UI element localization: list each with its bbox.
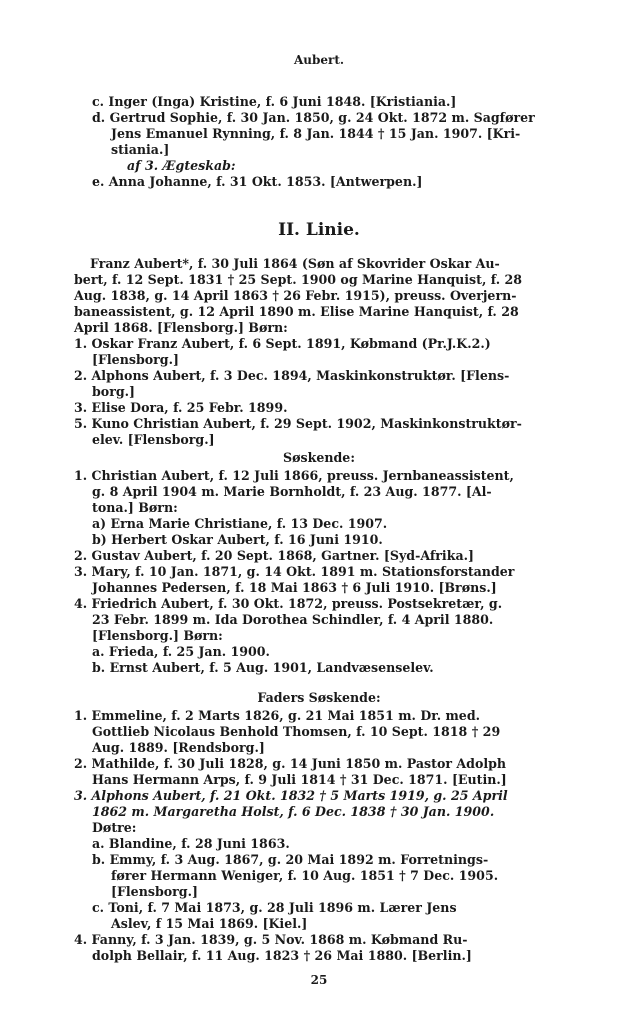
entry-line: Johannes Pedersen, f. 18 Mai 1863 † 6 Juli 1910. [Brøns.]	[92, 580, 497, 595]
section-heading: II. Linie.	[278, 220, 360, 240]
entry-line: g. 8 April 1904 m. Marie Bornholdt, f. 23 Aug. 1877. [Al-	[92, 484, 492, 499]
entry-line: Aug. 1838, g. 14 April 1863 † 26 Febr. 1915), preuss. Overjern-	[74, 288, 517, 303]
entry-line: c. Toni, f. 7 Mai 1873, g. 28 Juli 1896 m. Lærer Jens	[92, 900, 457, 915]
entry-line: 2. Gustav Aubert, f. 20 Sept. 1868, Gartner. [Syd-Afrika.]	[74, 548, 474, 563]
entry-line: a) Erna Marie Christiane, f. 13 Dec. 1907.	[92, 516, 388, 531]
entry-line: [Flensborg.]	[92, 352, 179, 367]
entry-line: baneassistent, g. 12 April 1890 m. Elise Marine Hanquist, f. 28	[74, 304, 519, 319]
entry-line: Døtre:	[92, 820, 137, 835]
siblings-heading: Søskende:	[283, 450, 355, 465]
entry-line: Aug. 1889. [Rendsborg.]	[92, 740, 265, 755]
entry-line: [Flensborg.] Børn:	[92, 628, 223, 643]
entry-line: elev. [Flensborg.]	[92, 432, 215, 447]
entry-line: b. Emmy, f. 3 Aug. 1867, g. 20 Mai 1892 m. Forretnings-	[92, 852, 489, 867]
entry-line: April 1868. [Flensborg.] Børn:	[74, 320, 288, 335]
entry-line: 23 Febr. 1899 m. Ida Dorothea Schindler, f. 4 April 1880.	[92, 612, 494, 627]
entry-line: 3. Elise Dora, f. 25 Febr. 1899.	[74, 400, 288, 415]
entry-line: fører Hermann Weniger, f. 10 Aug. 1851 † 7 Dec. 1905.	[111, 868, 499, 883]
entry-line: 4. Fanny, f. 3 Jan. 1839, g. 5 Nov. 1868 m. Købmand Ru-	[74, 932, 468, 947]
entry-line: 4. Friedrich Aubert, f. 30 Okt. 1872, preuss. Postsekretær, g.	[74, 596, 503, 611]
entry-line: Franz Aubert*, f. 30 Juli 1864 (Søn af Skovrider Oskar Au-	[90, 256, 500, 271]
entry-line: 2. Mathilde, f. 30 Juli 1828, g. 14 Juni 1850 m. Pastor Adolph	[74, 756, 507, 771]
entry-line: stiania.]	[111, 142, 170, 157]
entry-line: a. Blandine, f. 28 Juni 1863.	[92, 836, 290, 851]
fathers-siblings-heading: Faders Søskende:	[257, 690, 381, 705]
entry-line: 5. Kuno Christian Aubert, f. 29 Sept. 1902, Maskinkonstruktør-	[74, 416, 522, 431]
entry-line: bert, f. 12 Sept. 1831 † 25 Sept. 1900 og Marine Hanquist, f. 28	[74, 272, 523, 287]
entry-line: [Flensborg.]	[111, 884, 198, 899]
entry-line: tona.] Børn:	[92, 500, 178, 515]
entry-line: Jens Emanuel Rynning, f. 8 Jan. 1844 † 15 Jan. 1907. [Kri-	[111, 126, 521, 141]
entry-line: 3. Mary, f. 10 Jan. 1871, g. 14 Okt. 1891 m. Stationsforstander	[74, 564, 515, 579]
entry-line: 1. Christian Aubert, f. 12 Juli 1866, preuss. Jernbaneassistent,	[74, 468, 514, 483]
entry-line: borg.]	[92, 384, 135, 399]
entry-line: 2. Alphons Aubert, f. 3 Dec. 1894, Maskinkonstruktør. [Flens-	[74, 368, 510, 383]
entry-line: 1. Emmeline, f. 2 Marts 1826, g. 21 Mai 1851 m. Dr. med.	[74, 708, 481, 723]
entry-line: Hans Hermann Arps, f. 9 Juli 1814 † 31 Dec. 1871. [Eutin.]	[92, 772, 507, 787]
entry-line: e. Anna Johanne, f. 31 Okt. 1853. [Antwerpen.]	[92, 174, 423, 189]
entry-line: Aslev, f 15 Mai 1869. [Kiel.]	[111, 916, 308, 931]
entry-line: 1862 m. Margaretha Holst, f. 6 Dec. 1838 † 30 Jan. 1900.	[92, 804, 495, 819]
entry-line: dolph Bellair, f. 11 Aug. 1823 † 26 Mai 1880. [Berlin.]	[92, 948, 472, 963]
page-number: 25	[310, 973, 328, 987]
entry-line: c. Inger (Inga) Kristine, f. 6 Juni 1848. [Kristiania.]	[92, 94, 457, 109]
entry-line: b) Herbert Oskar Aubert, f. 16 Juni 1910.	[92, 532, 383, 547]
entry-line: Gottlieb Nicolaus Benhold Thomsen, f. 10 Sept. 1818 † 29	[92, 724, 501, 739]
entry-line: d. Gertrud Sophie, f. 30 Jan. 1850, g. 24 Okt. 1872 m. Sagfører	[92, 110, 535, 125]
entry-line: 3. Alphons Aubert, f. 21 Okt. 1832 † 5 Marts 1919, g. 25 April	[74, 788, 508, 803]
entry-line: b. Ernst Aubert, f. 5 Aug. 1901, Landvæsenselev.	[92, 660, 434, 675]
running-head: Aubert.	[293, 53, 345, 67]
marriage-subheading: af 3. Ægteskab:	[127, 158, 236, 173]
entry-line: 1. Oskar Franz Aubert, f. 6 Sept. 1891, Købmand (Pr.J.K.2.)	[74, 336, 491, 351]
entry-line: a. Frieda, f. 25 Jan. 1900.	[92, 644, 270, 659]
